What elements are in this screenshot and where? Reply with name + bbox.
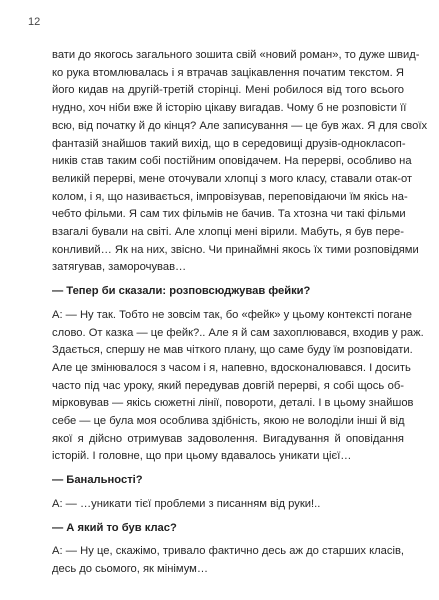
text-line: часто під час уроку, який передував довгій перерві, я собі щось об-: [52, 379, 404, 392]
text-line: великій перерві, мене оточували хлопці з мого класу, ставали отак-от: [52, 172, 413, 185]
text-line: А: — Ну так. Тобто не зовсім так, бо «фейк» у цьому контексті погане: [52, 308, 413, 321]
text-line: А: — Ну це, скажімо, тривало фактично десь аж до старших класів,: [52, 545, 404, 558]
text-line: всю, від початку й до кінця? Але записування — це був жах. Я для своїх: [52, 119, 428, 132]
interview-question: [52, 283, 404, 301]
text-line: ників став таким собі постійним оповідачем. На перерві, особливо на: [52, 155, 412, 168]
text-line: взагалі бували на світі. Але хлопці мені вірили. Мабуть, я був пере-: [52, 226, 404, 239]
text-line: його кидав на другій-третій сторінці. Мені робилося від того всього: [52, 84, 404, 97]
text-line: — Банальності?: [52, 474, 143, 487]
interview-question: [52, 520, 404, 538]
text-line: конливий… Як на них, звісно. Чи принаймні якось їх тими розповідями: [52, 243, 419, 256]
text-line: ко рука втомлювалась і я втрачав зацікавлення початим текстом. Я: [52, 66, 404, 79]
text-line: нудно, хоч ніби вже й історію цікаву вигадав. Чому б не розповісти її: [52, 102, 407, 115]
text-line: — А який то був клас?: [52, 521, 177, 534]
interview-answer: [52, 543, 404, 578]
text-line: слово. От казка — це фейк?.. Але я й сам захоплювався, входив у раж.: [52, 326, 424, 339]
page-body: [52, 47, 428, 585]
interview-question: [52, 472, 404, 490]
text-line: якої я дійсно отримував задоволення. Вигадування й оповідання: [52, 432, 404, 445]
text-line: Але це змінювалося з часом і я, напевно, вдосконалювався. І досить: [52, 361, 411, 374]
text-line: колом, і я, що називається, імпровізував, переповідаючи їм якісь на-: [52, 190, 408, 203]
text-line: затягував, заморочував…: [52, 261, 187, 274]
page-number: 12: [28, 16, 41, 28]
text-line: десь до сьомого, як мінімум…: [52, 562, 209, 575]
text-line: А: — …уникати тієї проблеми з писанням від руки!..: [52, 497, 321, 510]
text-line: мірковував — якісь сюжетні лінії, повороти, деталі. І в цьому знайшов: [52, 397, 414, 410]
body-paragraph: [52, 47, 428, 277]
text-line: історій. І головне, що при цьому вдавалось уникати цієї…: [52, 450, 352, 463]
text-line: — Тепер би сказали: розповсюджував фейки?: [52, 285, 311, 298]
interview-answer: [52, 496, 404, 514]
text-line: Здається, спершу не мав чіткого плану, що саме буду їм розповідати.: [52, 344, 413, 357]
text-line: вати до якогось загального зошита свій «новий роман», то дуже швид-: [52, 49, 420, 61]
text-line: фантазій знайшов такий вихід, що в середовищі друзів-однокласоп-: [52, 137, 406, 150]
text-line: себе — це була моя особлива здібність, якою не володіли інші й від: [52, 415, 405, 428]
interview-answer: [52, 307, 424, 466]
text-line: чебто фільми. Я сам тих фільмів не бачив. Та хтозна чи такі фільми: [52, 208, 406, 221]
